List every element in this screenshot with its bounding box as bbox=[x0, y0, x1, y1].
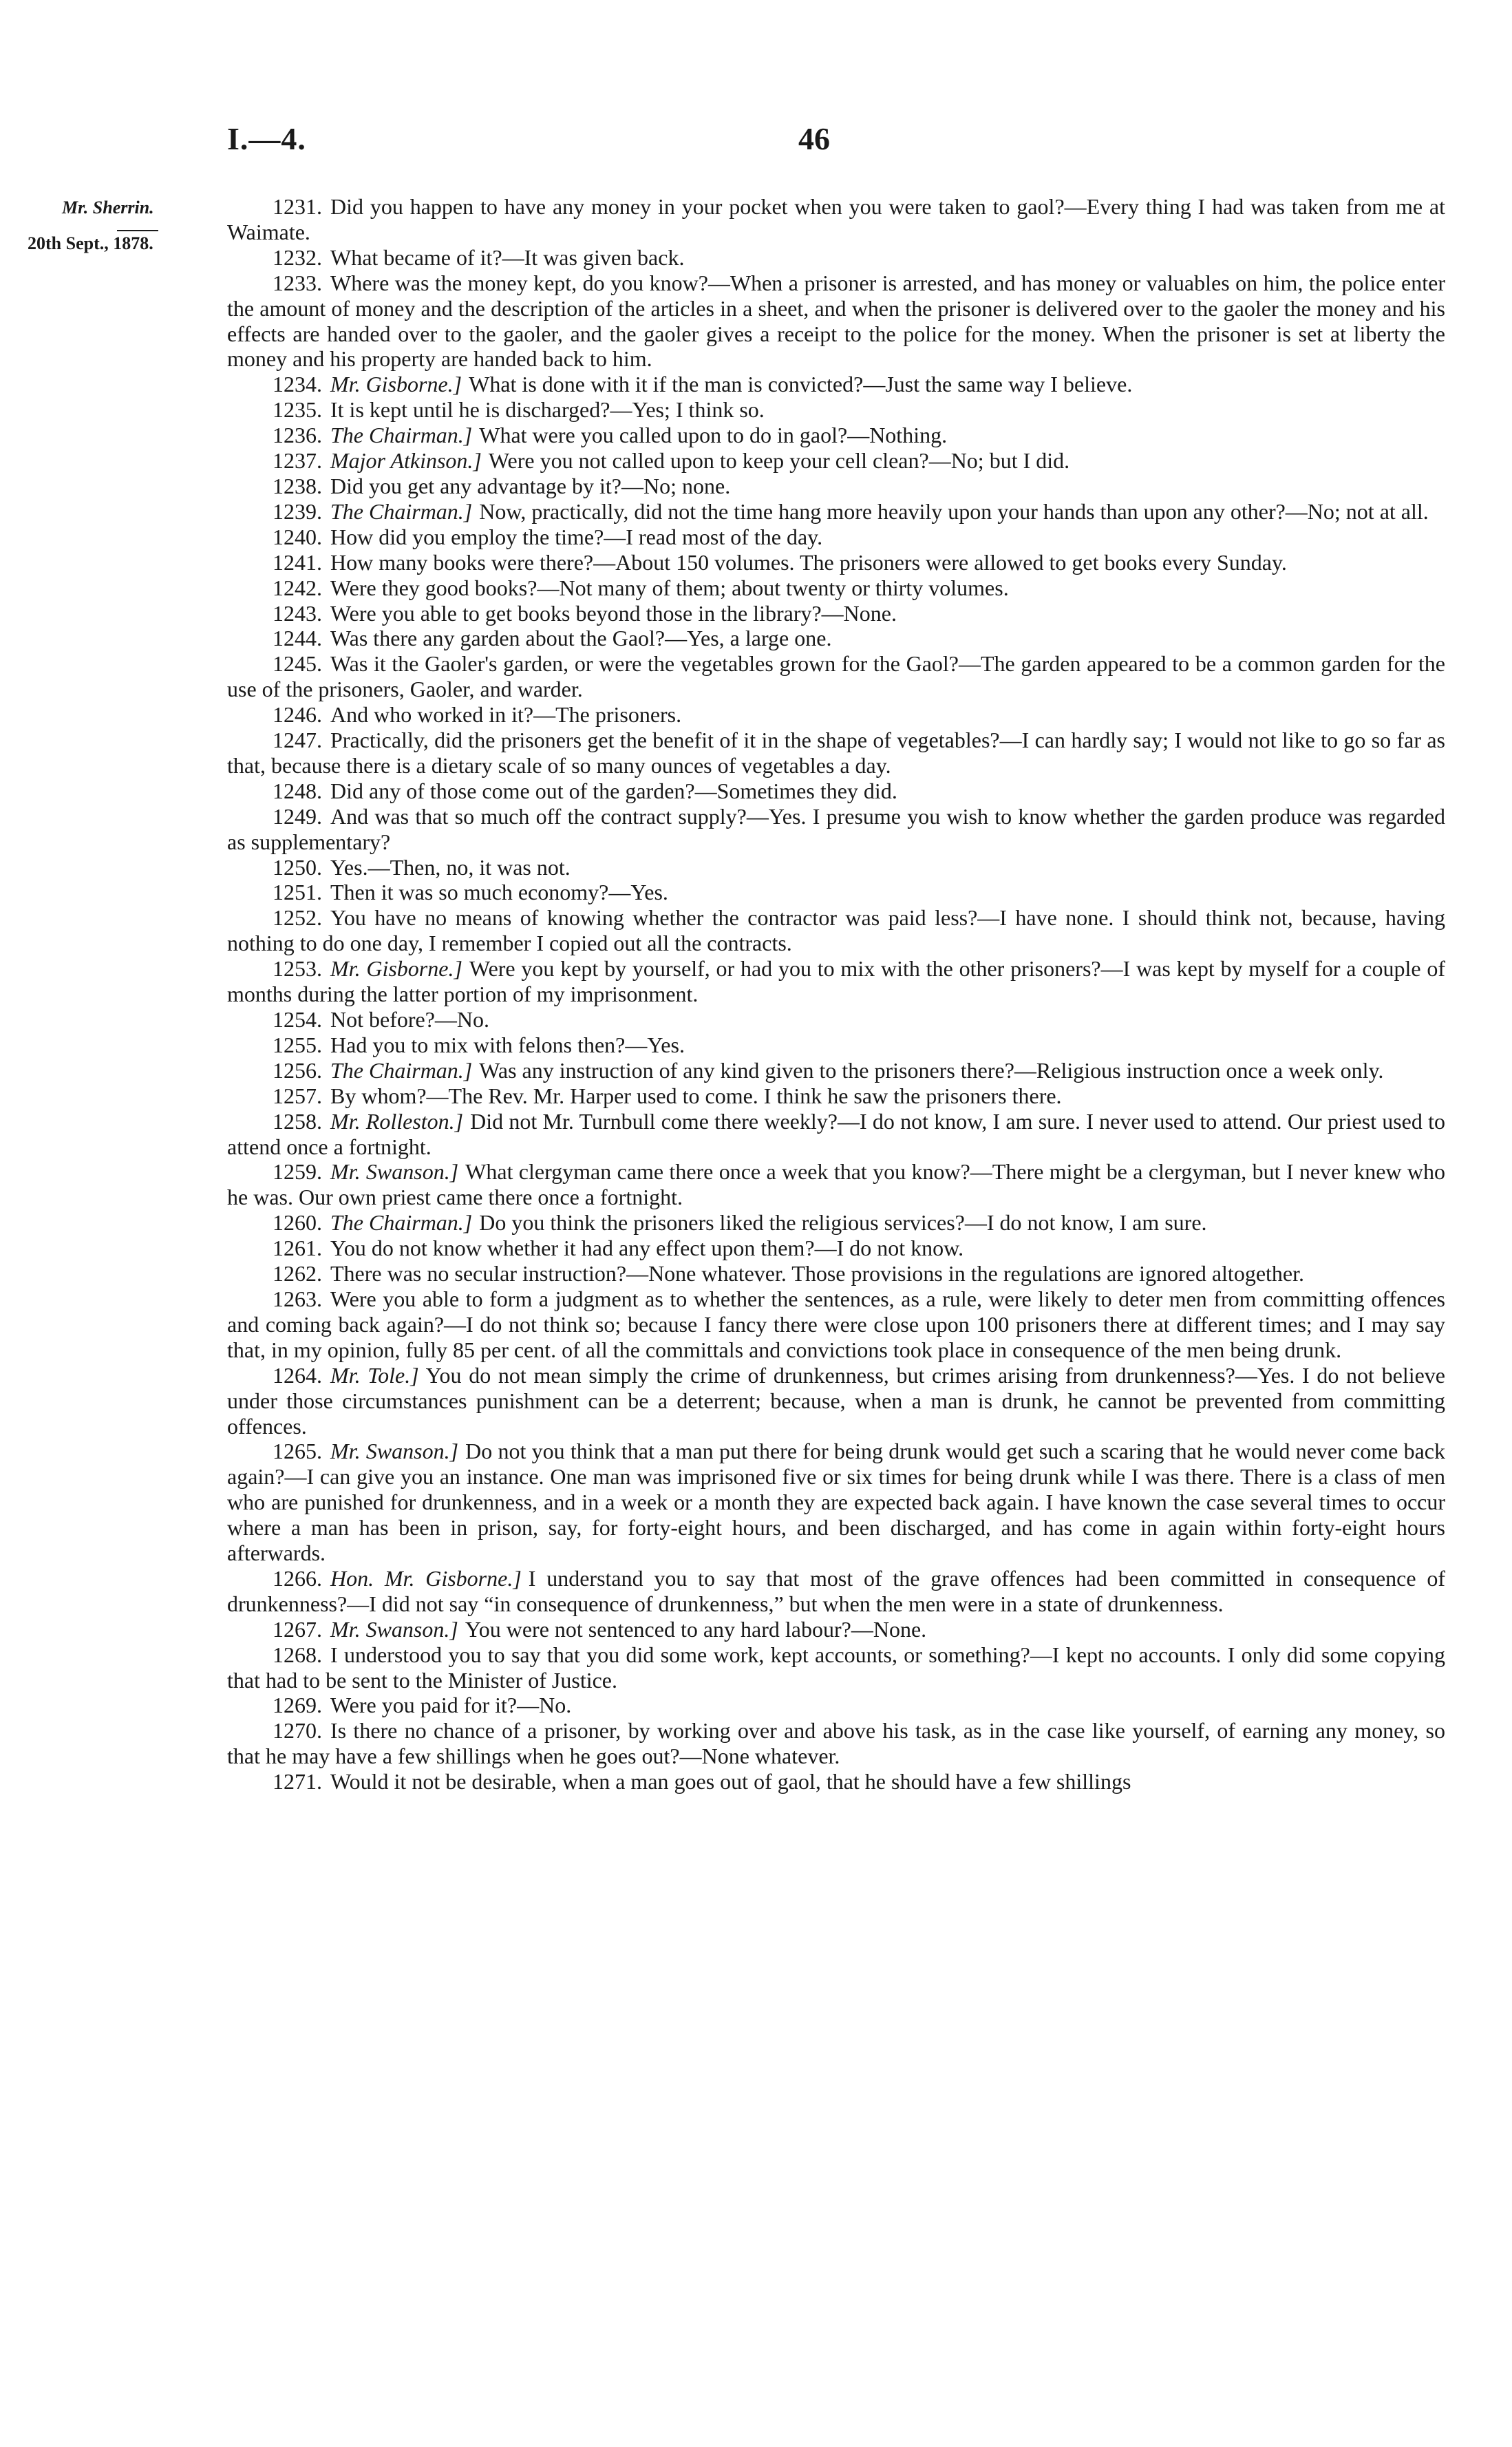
speaker-name: The Chairman.] bbox=[330, 1210, 473, 1236]
question-text: Do not you think that a man put there for being drunk would get such a scaring that he would never come back again?—I can give you an instance. One man was imprisoned five or six times for being drunk while I was there. There is a class of men who are punished for drunkenness, and in a week or a month they are expected back again. I have known the case several times to occur where a man has been in prison, say, for forty-eight hours, and been discharged, and has come in again within forty-eight hours afterwards. bbox=[227, 1439, 1446, 1566]
question-number: 1253. bbox=[273, 956, 322, 982]
question-paragraph bbox=[227, 702, 1445, 728]
question-paragraph bbox=[227, 1083, 1445, 1109]
question-number: 1256. bbox=[273, 1057, 322, 1083]
speaker-name: Mr. Tole.] bbox=[330, 1362, 419, 1388]
question-text: You were not sentenced to any hard labour?—None. bbox=[465, 1616, 927, 1642]
question-paragraph bbox=[227, 651, 1445, 702]
question-text: I understood you to say that you did some work, kept accounts, or something?—I kept no accounts. I only did some copying that had to be sent to the Minister of Justice. bbox=[227, 1642, 1445, 1693]
evidence-text bbox=[227, 194, 1445, 1794]
question-number: 1259. bbox=[273, 1159, 322, 1185]
question-text: And was that so much off the contract supply?—Yes. I presume you wish to know whether the garden produce was regarded as supplementary? bbox=[227, 803, 1445, 854]
question-text: Was any instruction of any kind given to the prisoners there?—Religious instruction once a week only. bbox=[479, 1057, 1384, 1083]
speaker-name: Mr. Swanson.] bbox=[330, 1616, 458, 1642]
question-text: Then it was so much economy?—Yes. bbox=[330, 880, 668, 905]
question-paragraph bbox=[227, 601, 1445, 626]
question-text: Where was the money kept, do you know?—When a prisoner is arrested, and has money or valuables on him, the police enter the amount of money and the description of the articles in a sheet, and when the prisoner is delivered over to the gaoler the money and his effects are handed over to the gaoler, and the gaoler gives a receipt to the police for the money. When the prisoner is set at liberty the money and his property are handed back to him. bbox=[227, 270, 1445, 372]
speaker-name: The Chairman.] bbox=[330, 498, 473, 524]
question-text: Is there no chance of a prisoner, by working over and above his task, as in the case like yourself, of earning any money, so that he may have a few shillings when he goes out?—None whatever. bbox=[227, 1718, 1445, 1769]
speaker-name: The Chairman.] bbox=[330, 423, 473, 448]
question-number: 1260. bbox=[273, 1210, 322, 1236]
question-paragraph bbox=[227, 855, 1445, 880]
question-paragraph bbox=[227, 1058, 1445, 1083]
question-number: 1262. bbox=[273, 1261, 322, 1286]
question-paragraph bbox=[227, 1236, 1445, 1261]
question-text: Did any of those come out of the garden?—Sometimes they did. bbox=[330, 778, 897, 803]
question-number: 1251. bbox=[273, 880, 322, 905]
question-number: 1247. bbox=[273, 728, 322, 753]
speaker-name: Mr. Swanson.] bbox=[330, 1159, 459, 1185]
question-text: What were you called upon to do in gaol?—Nothing. bbox=[479, 423, 948, 448]
speaker-name: Mr. Gisborne.] bbox=[330, 372, 462, 397]
question-text: Practically, did the prisoners get the benefit of it in the shape of vegetables?—I can hardly say; I would not like to go so far as that, because there is a dietary scale of so many ounces of vegetables a day. bbox=[227, 728, 1445, 778]
question-number: 1261. bbox=[273, 1236, 322, 1261]
question-number: 1267. bbox=[273, 1616, 322, 1642]
question-text: You do not know whether it had any effect upon them?—I do not know. bbox=[330, 1236, 964, 1261]
question-paragraph bbox=[227, 1286, 1445, 1363]
question-paragraph bbox=[227, 1109, 1445, 1160]
question-text: Were you able to get books beyond those in the library?—None. bbox=[330, 600, 897, 626]
question-number: 1239. bbox=[273, 498, 322, 524]
speaker-name: Mr. Rolleston.] bbox=[330, 1108, 464, 1134]
question-number: 1250. bbox=[273, 854, 322, 880]
question-paragraph bbox=[227, 1363, 1445, 1439]
question-text: How many books were there?—About 150 volumes. The prisoners were allowed to get books every Sunday. bbox=[330, 549, 1287, 575]
question-paragraph bbox=[227, 194, 1445, 245]
question-paragraph bbox=[227, 905, 1445, 956]
speaker-name: Hon. Mr. Gisborne.] bbox=[330, 1565, 522, 1591]
question-paragraph bbox=[227, 728, 1445, 778]
question-paragraph bbox=[227, 423, 1445, 448]
question-paragraph bbox=[227, 448, 1445, 474]
question-number: 1246. bbox=[273, 702, 322, 728]
question-text: It is kept until he is discharged?—Yes; I think so. bbox=[330, 397, 765, 423]
question-text: Were you kept by yourself, or had you to mix with the other prisoners?—I was kept by myself for a couple of months during the latter portion of my imprisonment. bbox=[227, 956, 1446, 1007]
speaker-name: Mr. Swanson.] bbox=[330, 1439, 459, 1464]
page-header bbox=[0, 120, 1512, 162]
question-number: 1258. bbox=[273, 1108, 322, 1134]
question-text: Yes.—Then, no, it was not. bbox=[330, 854, 571, 880]
sitting-date: 20th Sept., 1878. bbox=[28, 233, 153, 253]
question-paragraph bbox=[227, 880, 1445, 905]
question-paragraph bbox=[227, 245, 1445, 271]
question-paragraph bbox=[227, 1718, 1445, 1769]
question-number: 1269. bbox=[273, 1693, 322, 1718]
question-number: 1235. bbox=[273, 397, 322, 423]
question-paragraph bbox=[227, 1617, 1445, 1642]
question-text: Did you happen to have any money in your pocket when you were taken to gaol?—Every thing I had was taken from me at Waimate. bbox=[227, 194, 1445, 244]
question-number: 1232. bbox=[273, 244, 322, 270]
question-text: And who worked in it?—The prisoners. bbox=[330, 702, 682, 728]
paper-reference: I.—4. bbox=[227, 121, 306, 156]
question-text: How did you employ the time?—I read most of the day. bbox=[330, 524, 823, 549]
question-number: 1263. bbox=[273, 1286, 322, 1311]
speaker-name: Major Atkinson.] bbox=[330, 448, 482, 474]
question-text: Had you to mix with felons then?—Yes. bbox=[330, 1032, 685, 1057]
question-paragraph bbox=[227, 1439, 1445, 1566]
question-paragraph bbox=[227, 1693, 1445, 1718]
question-text: Were they good books?—Not many of them; about twenty or thirty volumes. bbox=[330, 575, 1009, 600]
question-text: Were you paid for it?—No. bbox=[330, 1693, 572, 1718]
question-number: 1257. bbox=[273, 1083, 322, 1108]
question-paragraph bbox=[227, 397, 1445, 423]
question-paragraph bbox=[227, 499, 1445, 525]
question-paragraph bbox=[227, 1032, 1445, 1058]
question-paragraph bbox=[227, 1769, 1445, 1794]
question-number: 1231. bbox=[273, 194, 322, 219]
witness-name: Mr. Sherrin. bbox=[62, 198, 154, 218]
question-paragraph bbox=[227, 1642, 1445, 1693]
question-paragraph bbox=[227, 1007, 1445, 1032]
question-text: Was there any garden about the Gaol?—Yes, a large one. bbox=[330, 626, 832, 651]
question-number: 1264. bbox=[273, 1362, 322, 1388]
question-text: What became of it?—It was given back. bbox=[330, 244, 685, 270]
question-number: 1241. bbox=[273, 549, 322, 575]
question-text: You do not mean simply the crime of drunkenness, but crimes arising from drunkenness?—Yes. I do not believe under those circumstances punishment can be a deterrent; because, when a man is drunk, he cannot be prevented from committing offences. bbox=[227, 1362, 1445, 1439]
question-number: 1234. bbox=[273, 372, 322, 397]
question-number: 1240. bbox=[273, 524, 322, 549]
question-paragraph bbox=[227, 575, 1445, 601]
question-text: Was it the Gaoler's garden, or were the vegetables grown for the Gaol?—The garden appeared to be a common garden for the use of the prisoners, Gaoler, and warder. bbox=[227, 651, 1445, 702]
question-text: Did not Mr. Turnbull come there weekly?—I do not know, I am sure. I never used to attend. Our priest used to attend once a fortnight. bbox=[227, 1108, 1446, 1159]
question-paragraph bbox=[227, 550, 1445, 575]
question-number: 1236. bbox=[273, 423, 322, 448]
question-number: 1270. bbox=[273, 1718, 322, 1744]
question-number: 1245. bbox=[273, 651, 322, 677]
question-number: 1254. bbox=[273, 1007, 322, 1032]
question-paragraph bbox=[227, 1566, 1445, 1617]
question-paragraph bbox=[227, 1159, 1445, 1210]
question-number: 1244. bbox=[273, 626, 322, 651]
margin-note bbox=[28, 194, 255, 257]
question-paragraph bbox=[227, 626, 1445, 651]
question-paragraph bbox=[227, 778, 1445, 804]
question-paragraph bbox=[227, 804, 1445, 855]
question-text: Were you able to form a judgment as to whether the sentences, as a rule, were likely to deter men from committing offences and coming back again?—I do not think so; because I fancy there were close upon 100 prisoners there at different times; and I may say that, in my opinion, fully 85 per cent. of all the committals and convictions took place in consequence of the men being drunk. bbox=[227, 1286, 1445, 1362]
question-paragraph bbox=[227, 956, 1445, 1007]
question-number: 1242. bbox=[273, 575, 322, 600]
speaker-name: The Chairman.] bbox=[330, 1057, 473, 1083]
question-number: 1243. bbox=[273, 600, 322, 626]
question-text: Did you get any advantage by it?—No; none. bbox=[330, 473, 731, 498]
question-text: What clergyman came there once a week that you know?—There might be a clergyman, but I never knew who he was. Our own priest came there once a fortnight. bbox=[227, 1159, 1446, 1210]
question-paragraph bbox=[227, 1261, 1445, 1286]
question-number: 1268. bbox=[273, 1642, 322, 1667]
question-number: 1255. bbox=[273, 1032, 322, 1057]
question-text: What is done with it if the man is convicted?—Just the same way I believe. bbox=[469, 372, 1133, 397]
question-number: 1248. bbox=[273, 778, 322, 803]
question-number: 1265. bbox=[273, 1439, 322, 1464]
question-text: Now, practically, did not the time hang more heavily upon your hands than upon any other?—No; not at all. bbox=[479, 498, 1429, 524]
question-text: By whom?—The Rev. Mr. Harper used to come. I think he saw the prisoners there. bbox=[330, 1083, 1062, 1108]
question-number: 1238. bbox=[273, 473, 322, 498]
question-number: 1233. bbox=[273, 270, 322, 295]
speaker-name: Mr. Gisborne.] bbox=[330, 956, 462, 982]
question-number: 1252. bbox=[273, 905, 322, 931]
question-text: You have no means of knowing whether the contractor was paid less?—I have none. I should think not, because, having nothing to do one day, I remember I copied out all the contracts. bbox=[227, 905, 1445, 956]
question-number: 1266. bbox=[273, 1565, 322, 1591]
question-text: Do you think the prisoners liked the religious services?—I do not know, I am sure. bbox=[479, 1210, 1207, 1236]
question-text: Would it not be desirable, when a man goes out of gaol, that he should have a few shillings bbox=[330, 1769, 1131, 1794]
question-number: 1271. bbox=[273, 1769, 322, 1794]
question-paragraph bbox=[227, 1210, 1445, 1236]
question-text: Were you not called upon to keep your cell clean?—No; but I did. bbox=[488, 448, 1070, 474]
page-number: 46 bbox=[798, 121, 830, 156]
question-paragraph bbox=[227, 372, 1445, 397]
question-paragraph bbox=[227, 474, 1445, 499]
question-paragraph bbox=[227, 525, 1445, 550]
question-number: 1237. bbox=[273, 448, 322, 474]
question-paragraph bbox=[227, 271, 1445, 372]
question-text: There was no secular instruction?—None whatever. Those provisions in the regulations are ignored altogether. bbox=[330, 1261, 1304, 1286]
question-text: Not before?—No. bbox=[330, 1007, 490, 1032]
question-text: I understand you to say that most of the grave offences had been committed in consequence of drunkenness?—I did not say “in consequence of drunkenness,” but when the men were in a state of drunkenness. bbox=[227, 1565, 1446, 1616]
question-number: 1249. bbox=[273, 803, 322, 829]
